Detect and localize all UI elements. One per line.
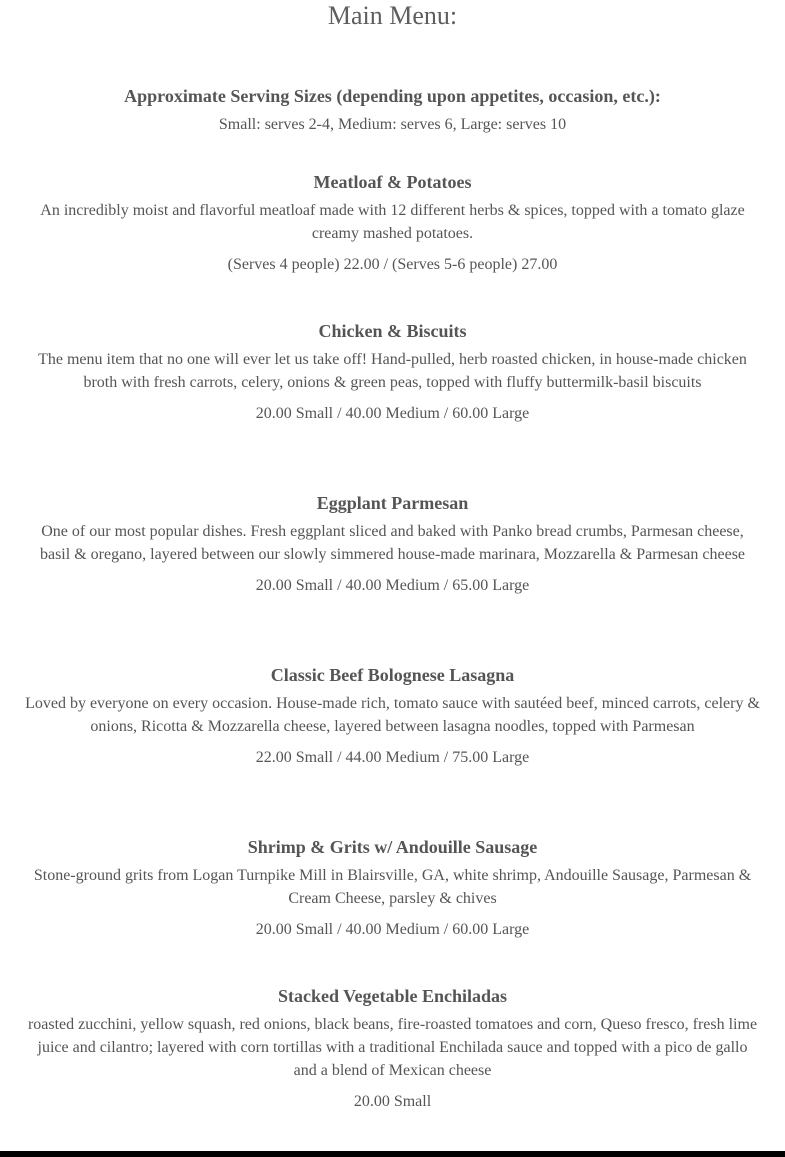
menu-item-shrimp-grits	[25, 836, 760, 941]
menu-item-description: The menu item that no one will ever let us take off! Hand-pulled, herb roasted chicken, in house-made chicken broth with fresh carrots, celery, onions & green peas, topped with fluffy buttermilk-basil biscuits	[38, 351, 747, 391]
page-title: Main Menu:	[327, 1, 458, 30]
menu-item-price: 22.00 Small / 44.00 Medium / 75.00 Large	[255, 749, 530, 766]
serving-sizes-heading: Approximate Serving Sizes (depending upon appetites, occasion, etc.):	[124, 86, 661, 106]
menu-item-vegetable-enchiladas	[25, 985, 760, 1113]
menu-item-price: 20.00 Small	[353, 1093, 432, 1110]
menu-item-description: Loved by everyone on every occasion. House-made rich, tomato sauce with sautéed beef, minced carrots, celery & onions, Ricotta & Mozzarella cheese, layered between lasagna noodles, topped with Parmesan	[25, 695, 760, 735]
menu-item-price: 20.00 Small / 40.00 Medium / 60.00 Large	[255, 921, 530, 938]
menu-item-description: An incredibly moist and flavorful meatloaf made with 12 different herbs & spices, topped with a tomato glaze creamy mashed potatoes.	[40, 202, 745, 242]
menu-item-description: One of our most popular dishes. Fresh eggplant sliced and baked with Panko bread crumbs, Parmesan cheese, basil & oregano, layered between our slowly simmered house-made marinara, Mozzarella & Parmesan cheese	[39, 523, 746, 563]
menu-item-price: 20.00 Small / 40.00 Medium / 60.00 Large	[255, 405, 530, 422]
menu-item-name: Shrimp & Grits w/ Andouille Sausage	[247, 837, 538, 857]
serving-sizes-text: Small: serves 2-4, Medium: serves 6, Large: serves 10	[218, 116, 567, 133]
menu-item-chicken-biscuits	[25, 320, 760, 425]
menu-item-name: Stacked Vegetable Enchiladas	[277, 986, 508, 1006]
menu-item-price: (Serves 4 people) 22.00 / (Serves 5-6 people) 27.00	[227, 256, 558, 273]
menu-item-name: Meatloaf & Potatoes	[313, 172, 472, 192]
menu-item-description: roasted zucchini, yellow squash, red onions, black beans, fire-roasted tomatoes and corn, Queso fresco, fresh lime juice and cilantro; layered with corn tortillas with a traditional Enchilada sauce and topped with a pico de gallo and a blend of Mexican cheese	[27, 1016, 758, 1079]
serving-sizes-section	[25, 85, 760, 136]
menu-item-name: Eggplant Parmesan	[316, 493, 469, 513]
menu-item-description: Stone-ground grits from Logan Turnpike Mill in Blairsville, GA, white shrimp, Andouille Sausage, Parmesan & Cream Cheese, parsley & chives	[33, 867, 752, 907]
menu-item-name: Classic Beef Bolognese Lasagna	[270, 665, 515, 685]
menu-item-meatloaf	[25, 171, 760, 276]
bottom-border	[0, 1151, 785, 1157]
menu-item-name: Chicken & Biscuits	[318, 321, 467, 341]
menu-item-lasagna	[25, 664, 760, 769]
menu-item-price: 20.00 Small / 40.00 Medium / 65.00 Large	[255, 577, 530, 594]
menu-item-eggplant-parmesan	[25, 492, 760, 597]
